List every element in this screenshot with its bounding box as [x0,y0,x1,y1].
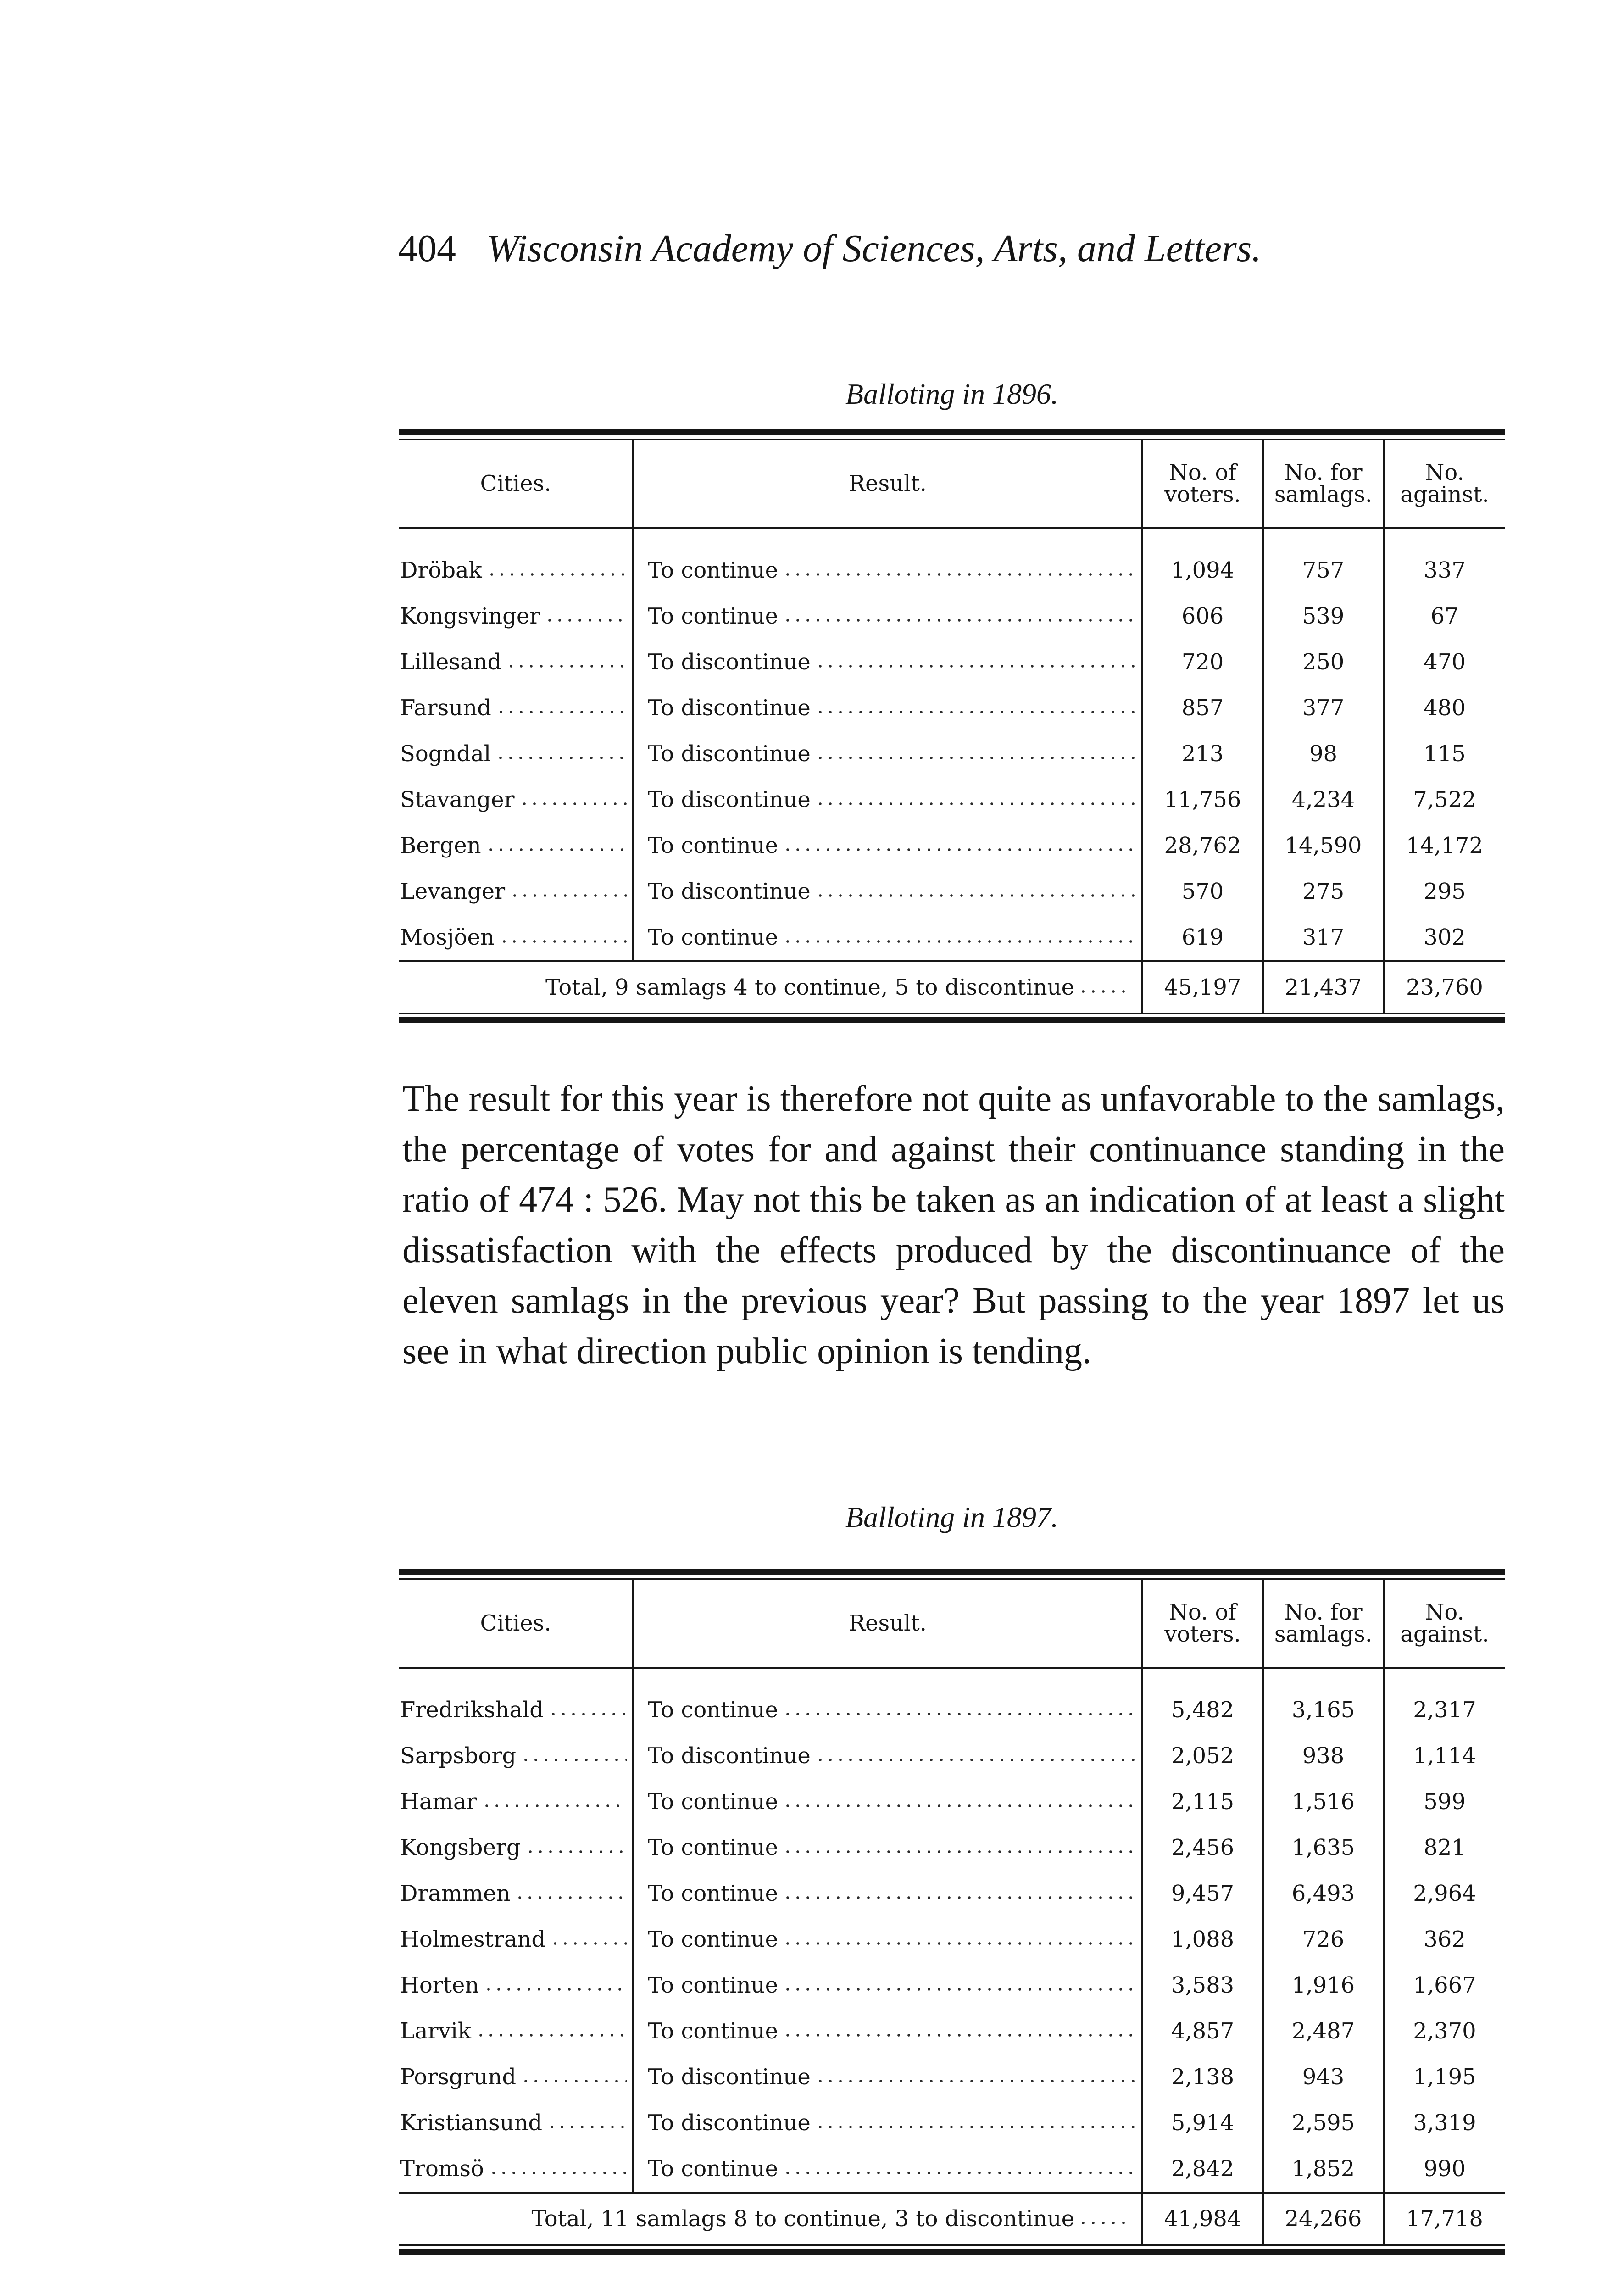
table-row [399,1668,1505,1733]
dot-leader [815,892,1136,899]
total-label-dots [1078,2220,1129,2226]
dot-leader [815,755,1136,761]
total-for-samlags: 21,437 [1263,961,1384,1013]
city-cell-leader [400,557,632,583]
for-samlags-cell: 98 [1263,731,1384,777]
city-cell-text: Drammen [400,1881,511,1906]
result-cell-text: To discontinue [648,649,811,675]
dot-leader [484,1986,627,1993]
dot-leader [547,2124,627,2130]
city-cell-text: Kongsberg [400,1835,521,1860]
dot-leader [515,1894,627,1901]
table-row [399,777,1505,823]
total-against: 23,760 [1384,961,1505,1013]
result-cell-text: To continue [648,1789,779,1815]
city-cell-leader [400,2018,632,2044]
result-cell [633,1916,1142,1962]
result-cell [633,2008,1142,2054]
table-row [399,914,1505,961]
table-row [399,528,1505,593]
dot-leader [550,1940,627,1947]
dot-leader [506,663,627,669]
for-samlags-cell: 250 [1263,639,1384,685]
result-cell-text: To continue [648,603,779,629]
table-bottom-rule [399,1013,1505,1023]
city-cell [399,1825,633,1871]
against-cell: 14,172 [1384,823,1505,869]
voters-cell: 857 [1142,685,1263,731]
result-cell-leader [648,787,1141,813]
city-cell [399,1668,633,1733]
column-header-voters [1142,440,1263,528]
city-cell-leader [400,924,632,950]
city-cell-text: Farsund [400,695,491,721]
dot-leader [476,2032,627,2038]
city-cell [399,869,633,914]
dot-leader [783,1986,1136,1993]
against-cell: 7,522 [1384,777,1505,823]
city-cell-leader [400,741,632,767]
city-cell [399,777,633,823]
city-cell-text: Horten [400,1972,479,1998]
voters-cell: 3,583 [1142,1962,1263,2008]
voters-cell: 1,088 [1142,1916,1263,1962]
table-row [399,1871,1505,1916]
column-header-cities: Cities. [399,440,633,528]
against-cell: 2,964 [1384,1871,1505,1916]
city-cell-text: Levanger [400,879,506,904]
table-row [399,2100,1505,2146]
column-header-voters-label: No. of voters. [1164,460,1241,507]
total-voters: 45,197 [1142,961,1263,1013]
city-cell [399,2054,633,2100]
against-cell: 3,319 [1384,2100,1505,2146]
result-cell [633,528,1142,593]
city-cell-leader [400,1697,632,1723]
city-cell-leader [400,1789,632,1815]
voters-cell: 28,762 [1142,823,1263,869]
against-cell: 2,370 [1384,2008,1505,2054]
result-cell [633,823,1142,869]
voters-cell: 2,456 [1142,1825,1263,1871]
voters-cell: 9,457 [1142,1871,1263,1916]
result-cell-leader [648,2156,1141,2182]
result-cell [633,1668,1142,1733]
total-against: 17,718 [1384,2193,1505,2244]
result-cell [633,2100,1142,2146]
result-cell [633,914,1142,961]
voters-cell: 570 [1142,869,1263,914]
result-cell-leader [648,1697,1141,1723]
result-cell-text: To continue [648,1697,779,1723]
table-body [399,528,1505,1013]
dot-leader [489,2170,627,2176]
city-cell-leader [400,603,632,629]
result-cell [633,1733,1142,1779]
against-cell: 362 [1384,1916,1505,1962]
city-cell [399,1779,633,1825]
dot-leader [783,2032,1136,2038]
city-cell [399,2008,633,2054]
journal-title: Wisconsin Academy of Sciences, Arts, and Letters. [487,227,1262,270]
total-row [399,961,1505,1013]
for-samlags-cell: 6,493 [1263,1871,1384,1916]
city-cell-leader [400,649,632,675]
city-cell-text: Fredrikshald [400,1697,544,1723]
for-samlags-cell: 275 [1263,869,1384,914]
voters-cell: 2,115 [1142,1779,1263,1825]
city-cell [399,1916,633,1962]
against-cell: 295 [1384,869,1505,914]
city-cell-leader [400,1743,632,1769]
result-cell [633,731,1142,777]
table-row [399,1779,1505,1825]
column-header-result: Result. [633,440,1142,528]
city-cell [399,1733,633,1779]
against-cell: 1,195 [1384,2054,1505,2100]
table-row [399,2054,1505,2100]
dot-leader [815,2124,1136,2130]
result-cell [633,1962,1142,2008]
against-cell: 337 [1384,528,1505,593]
for-samlags-cell: 757 [1263,528,1384,593]
city-cell [399,593,633,639]
table-top-rule [399,1569,1505,1580]
voters-cell: 2,052 [1142,1733,1263,1779]
result-cell-text: To continue [648,1881,779,1906]
result-cell-leader [648,1881,1141,1906]
column-header-for-label: No. for samlags. [1274,1599,1373,1647]
result-cell [633,593,1142,639]
for-samlags-cell: 377 [1263,685,1384,731]
result-cell-leader [648,2018,1141,2044]
city-cell-text: Kristiansund [400,2110,543,2136]
result-cell-text: To continue [648,924,779,950]
column-header-result: Result. [633,1580,1142,1668]
result-cell [633,1871,1142,1916]
result-cell-leader [648,741,1141,767]
result-cell-leader [648,879,1141,904]
dot-leader [815,1757,1136,1763]
city-cell-leader [400,833,632,858]
dot-leader [487,571,627,578]
table-1896 [399,429,1505,1023]
city-cell-leader [400,1835,632,1860]
table-row [399,593,1505,639]
column-header-against [1384,1580,1505,1668]
result-cell-text: To discontinue [648,1743,811,1769]
city-cell-text: Tromsö [400,2156,484,2182]
against-cell: 67 [1384,593,1505,639]
dot-leader [783,1711,1136,1717]
total-for-samlags: 24,266 [1263,2193,1384,2244]
for-samlags-cell: 3,165 [1263,1668,1384,1733]
voters-cell: 720 [1142,639,1263,685]
result-cell-leader [648,1972,1141,1998]
table-row [399,823,1505,869]
against-cell: 2,317 [1384,1668,1505,1733]
dot-leader [783,1803,1136,1809]
column-header-against-label: No. against. [1400,1599,1489,1647]
city-cell-text: Holmestrand [400,1927,546,1952]
for-samlags-cell: 938 [1263,1733,1384,1779]
for-samlags-cell: 943 [1263,2054,1384,2100]
dot-leader [525,1849,627,1855]
dot-leader [521,1757,627,1763]
column-header-against [1384,440,1505,528]
result-cell [633,2054,1142,2100]
total-label-cell [399,961,1142,1013]
voters-cell: 4,857 [1142,2008,1263,2054]
result-cell-text: To discontinue [648,787,811,813]
dot-leader [783,2170,1136,2176]
result-cell-text: To continue [648,1835,779,1860]
city-cell-leader [400,1881,632,1906]
for-samlags-cell: 1,852 [1263,2146,1384,2193]
city-cell-text: Sarpsborg [400,1743,517,1769]
city-cell-text: Porsgrund [400,2064,517,2090]
for-samlags-cell: 317 [1263,914,1384,961]
table-row [399,639,1505,685]
dot-leader [783,571,1136,578]
city-cell-leader [400,1972,632,1998]
voters-cell: 5,914 [1142,2100,1263,2146]
voters-cell: 213 [1142,731,1263,777]
against-cell: 1,114 [1384,1733,1505,1779]
column-header-against-label: No. against. [1400,460,1489,507]
table-row [399,1916,1505,1962]
for-samlags-cell: 2,487 [1263,2008,1384,2054]
table-row [399,869,1505,914]
table-row [399,1962,1505,2008]
total-voters: 41,984 [1142,2193,1263,2244]
result-cell-text: To discontinue [648,879,811,904]
for-samlags-cell: 4,234 [1263,777,1384,823]
result-cell-leader [648,695,1141,721]
table-header-row [399,440,1505,528]
city-cell [399,528,633,593]
for-samlags-cell: 1,916 [1263,1962,1384,2008]
against-cell: 302 [1384,914,1505,961]
city-cell-leader [400,879,632,904]
voters-cell: 2,138 [1142,2054,1263,2100]
dot-leader [521,2078,627,2084]
against-cell: 470 [1384,639,1505,685]
result-cell-leader [648,833,1141,858]
city-cell-leader [400,695,632,721]
dot-leader [783,1849,1136,1855]
city-cell-text: Stavanger [400,787,515,813]
total-label-dots [1078,988,1129,995]
against-cell: 599 [1384,1779,1505,1825]
voters-cell: 5,482 [1142,1668,1263,1733]
result-cell [633,639,1142,685]
result-cell-text: To discontinue [648,695,811,721]
table-row [399,685,1505,731]
result-cell-text: To discontinue [648,741,811,767]
column-header-for-label: No. for samlags. [1274,460,1373,507]
dot-leader [482,1803,627,1809]
column-header-for [1263,440,1384,528]
total-row [399,2193,1505,2244]
for-samlags-cell: 1,635 [1263,1825,1384,1871]
result-cell-leader [648,1927,1141,1952]
total-label: Total, 9 samlags 4 to continue, 5 to discontinue [545,974,1074,1000]
result-cell-text: To continue [648,2018,779,2044]
table-row [399,1733,1505,1779]
city-cell [399,823,633,869]
body-paragraph: The result for this year is therefore not quite as unfavorable to the samlags, the percentage of votes for and against their continuance standing in the ratio of 474 : 526. May not this be taken as an indication of at least a slight dissatisfaction with the effects produced by the discontinuance of the eleven samlags in the previous year? But passing to the year 1897 let us see in what direction public opinion is tending. [402,1079,1505,1371]
against-cell: 821 [1384,1825,1505,1871]
page-number: 404 [398,227,456,270]
city-cell-leader [400,2156,632,2182]
result-cell-leader [648,1743,1141,1769]
voters-cell: 619 [1142,914,1263,961]
city-cell [399,639,633,685]
result-cell-leader [648,557,1141,583]
table-row [399,1825,1505,1871]
dot-leader [783,1940,1136,1947]
city-cell-text: Mosjöen [400,924,495,950]
running-head [398,229,1421,268]
against-cell: 115 [1384,731,1505,777]
table-row [399,2008,1505,2054]
total-label: Total, 11 samlags 8 to continue, 3 to discontinue [531,2206,1074,2232]
dot-leader [496,709,627,715]
result-cell-leader [648,2110,1141,2136]
city-cell [399,731,633,777]
for-samlags-cell: 14,590 [1263,823,1384,869]
column-header-for [1263,1580,1384,1668]
dot-leader [783,846,1136,853]
against-cell: 990 [1384,2146,1505,2193]
city-cell-leader [400,2064,632,2090]
result-cell [633,685,1142,731]
table-1896-caption: Balloting in 1896. [845,378,1058,410]
table-row [399,2146,1505,2193]
column-header-voters-label: No. of voters. [1164,1599,1241,1647]
city-cell [399,2100,633,2146]
result-cell-leader [648,924,1141,950]
dot-leader [783,617,1136,624]
result-cell [633,1779,1142,1825]
dot-leader [486,846,627,853]
dot-leader [548,1711,627,1717]
dot-leader [815,2078,1136,2084]
result-cell-text: To discontinue [648,2064,811,2090]
table-body [399,1668,1505,2244]
table-top-rule [399,429,1505,440]
dot-leader [495,755,627,761]
result-cell-text: To continue [648,2156,779,2182]
table-1897-caption: Balloting in 1897. [845,1501,1058,1533]
total-label-cell [399,2193,1142,2244]
city-cell [399,914,633,961]
dot-leader [499,938,627,945]
against-cell: 1,667 [1384,1962,1505,2008]
result-cell [633,1825,1142,1871]
column-header-cities: Cities. [399,1580,633,1668]
dot-leader [783,938,1136,945]
for-samlags-cell: 2,595 [1263,2100,1384,2146]
result-cell-leader [648,603,1141,629]
result-cell-text: To discontinue [648,2110,811,2136]
city-cell-leader [400,1927,632,1952]
city-cell-text: Sogndal [400,741,491,767]
table-1897 [399,1569,1505,2255]
dot-leader [815,663,1136,669]
city-cell-leader [400,2110,632,2136]
city-cell-text: Kongsvinger [400,603,540,629]
city-cell-leader [400,787,632,813]
city-cell-text: Lillesand [400,649,502,675]
dot-leader [510,892,627,899]
result-cell-text: To continue [648,1972,779,1998]
dot-leader [815,709,1136,715]
result-cell-leader [648,1789,1141,1815]
table-bottom-rule [399,2244,1505,2255]
city-cell [399,2146,633,2193]
voters-cell: 11,756 [1142,777,1263,823]
for-samlags-cell: 726 [1263,1916,1384,1962]
city-cell-text: Bergen [400,833,481,858]
city-cell-text: Hamar [400,1789,477,1815]
result-cell-leader [648,649,1141,675]
dot-leader [545,617,627,624]
result-cell [633,2146,1142,2193]
result-cell-text: To continue [648,557,779,583]
city-cell [399,685,633,731]
table-row [399,731,1505,777]
city-cell [399,1871,633,1916]
table-header-row [399,1580,1505,1668]
result-cell-leader [648,2064,1141,2090]
for-samlags-cell: 539 [1263,593,1384,639]
column-header-voters [1142,1580,1263,1668]
city-cell-text: Dröbak [400,557,482,583]
result-cell [633,869,1142,914]
city-cell [399,1962,633,2008]
dot-leader [815,801,1136,807]
against-cell: 480 [1384,685,1505,731]
dot-leader [783,1894,1136,1901]
result-cell-text: To continue [648,1927,779,1952]
result-cell [633,777,1142,823]
voters-cell: 2,842 [1142,2146,1263,2193]
voters-cell: 606 [1142,593,1263,639]
city-cell-text: Larvik [400,2018,471,2044]
voters-cell: 1,094 [1142,528,1263,593]
dot-leader [519,801,627,807]
for-samlags-cell: 1,516 [1263,1779,1384,1825]
result-cell-leader [648,1835,1141,1860]
result-cell-text: To continue [648,833,779,858]
